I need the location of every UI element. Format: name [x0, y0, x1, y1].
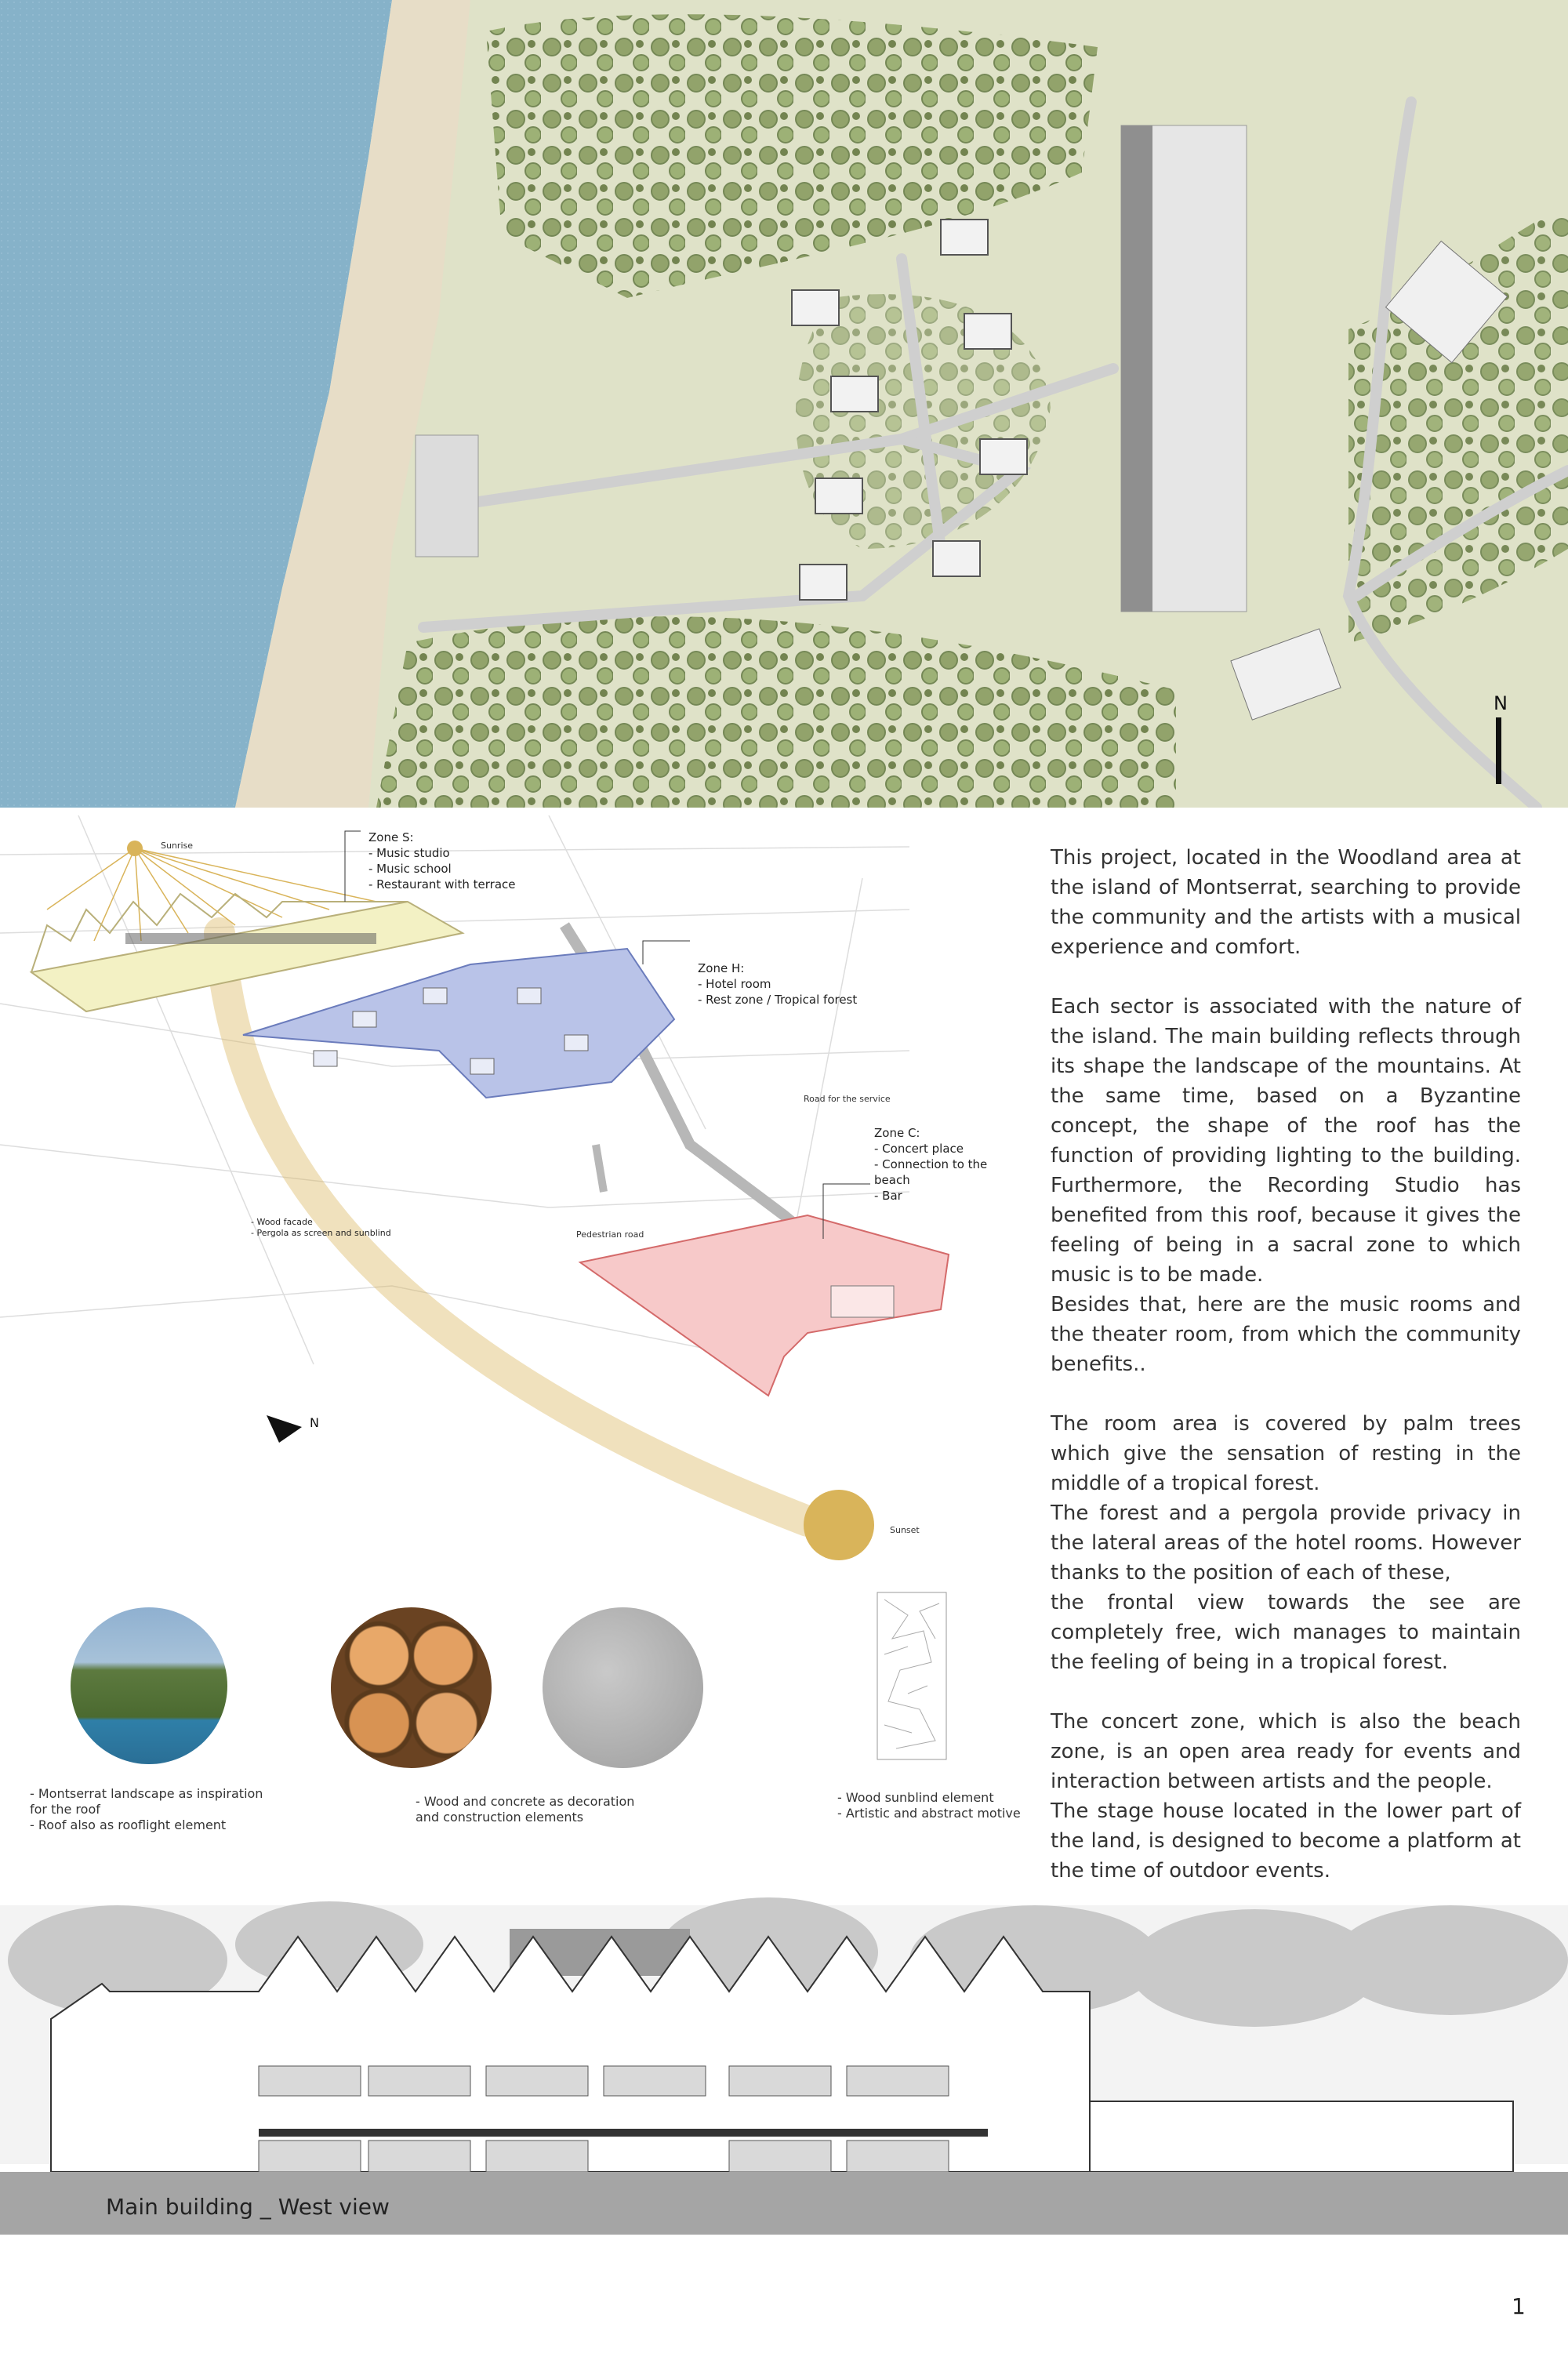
north-arrow-icon [267, 1415, 302, 1443]
description-paragraph: The concert zone, which is also the beach zone, is an open area ready for events and interaction between artists and the people. The stage house located in the lower part of the land, is designed to become a platform at the time of outdoor events. [1051, 1710, 1521, 1883]
sunrise-icon [127, 841, 143, 856]
landscape-caption: - Montserrat landscape as inspiration for the roof - Roof also as rooflight element [30, 1786, 263, 1832]
stage-house-plan [416, 435, 478, 557]
zoning-diagram [0, 815, 1004, 1568]
sunblind-pattern-icon [877, 1592, 947, 1760]
north-label: N [1494, 692, 1508, 714]
page-number: 1 [1512, 2293, 1526, 2319]
concrete-thumbnail [543, 1607, 703, 1768]
north-arrow-icon [1496, 717, 1501, 784]
pedestrian-road-path [596, 1145, 604, 1192]
zone-h-area [243, 949, 674, 1098]
sunrise-label: Sunrise [161, 841, 194, 851]
landscape-thumbnail [71, 1607, 227, 1764]
sunblind-caption: - Wood sunblind element - Artistic and abstract motive [837, 1790, 1021, 1821]
description-paragraph: Each sector is associated with the nature of the island. The main building reflects through its shape the landscape of the mountains. At the same time, based on a Byzantine concept, the shape of the roof has the function of providing lighting to the building. Furthermore, the Recording Studio has benefited from this roof, because it gives the feeling of being in a sacral zone to which music is to be made. Besides that, here are the music rooms and the theater room, from which the community benefits.. [1051, 995, 1521, 1376]
west-elevation [0, 1890, 1568, 2242]
project-description [1051, 843, 1521, 1915]
elevation-title: Main building _ West view [106, 2194, 390, 2220]
sunset-label: Sunset [890, 1525, 920, 1535]
wood-facade-label: - Wood facade - Pergola as screen and sunblind [251, 1217, 391, 1238]
road-service-label: Road for the service [804, 1094, 891, 1104]
zone-c-label: Zone C: - Concert place - Connection to the beach - Bar [874, 1126, 988, 1203]
diagram-north-label: N [310, 1415, 319, 1430]
description-paragraph: The room area is covered by palm trees which give the sensation of resting in the middle of a tropical forest. The forest and a pergola provide privacy in the lateral areas of the hotel rooms. However thanks to the position of each of these, the frontal view towards the see are completely free, wich manages to maintain the feeling of being in a tropical forest. [1051, 1412, 1521, 1674]
description-paragraph: This project, located in the Woodland area at the island of Montserrat, searching to provide the community and the artists with a musical experience and comfort. [1051, 846, 1521, 959]
zone-h-label: Zone H: - Hotel room - Rest zone / Tropical forest [698, 961, 858, 1007]
wood-logs-thumbnail [331, 1607, 492, 1768]
wood-concrete-caption: - Wood and concrete as decoration and construction elements [416, 1794, 635, 1825]
zone-s-label: Zone S: - Music studio - Music school - Restaurant with terrace [368, 830, 516, 891]
pedestrian-road-label: Pedestrian road [576, 1229, 644, 1240]
site-plan [0, 0, 1568, 808]
sunset-icon [804, 1490, 874, 1560]
